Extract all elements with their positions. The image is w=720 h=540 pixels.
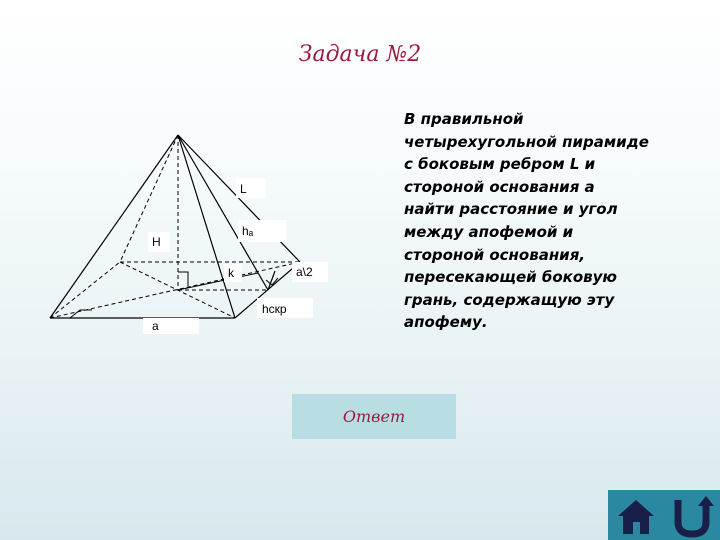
slide-title: Задача №2 (298, 42, 422, 67)
label-base-side: a (152, 319, 159, 333)
label-edge: L (240, 182, 247, 196)
label-point-k: k (228, 266, 234, 280)
return-icon (664, 490, 720, 540)
label-half-diagonal: a\2 (296, 265, 313, 279)
problem-line: стороной основания, (404, 245, 586, 264)
label-apothem: hₐ (242, 224, 254, 238)
problem-line: с боковым ребром L и (404, 155, 596, 174)
center-to-k-line (178, 273, 258, 290)
problem-line: апофему. (404, 313, 488, 332)
lateral-edge-front-left (50, 135, 178, 318)
lateral-edge-front-right (178, 135, 235, 318)
label-height: H (152, 235, 161, 249)
return-button[interactable] (664, 490, 720, 540)
answer-button[interactable] (292, 394, 456, 439)
home-icon (608, 490, 664, 540)
label-distance: hскр (262, 302, 287, 316)
lateral-edge-back-right (178, 135, 300, 262)
problem-line: пересекающей боковую (404, 268, 618, 287)
problem-line: четырехугольной пирамиде (404, 132, 649, 151)
apothem-line (178, 135, 268, 290)
problem-line: между апофемой и (404, 222, 574, 241)
home-button[interactable] (608, 490, 664, 540)
problem-statement (404, 108, 694, 334)
answer-button-label: Ответ (342, 407, 406, 426)
problem-line: В правильной (404, 110, 524, 128)
problem-line: стороной основания а (404, 177, 595, 196)
problem-line: грань, содержащую эту (404, 290, 615, 309)
problem-line: найти расстояние и угол (404, 200, 618, 219)
right-angle-mark-height (178, 272, 188, 286)
